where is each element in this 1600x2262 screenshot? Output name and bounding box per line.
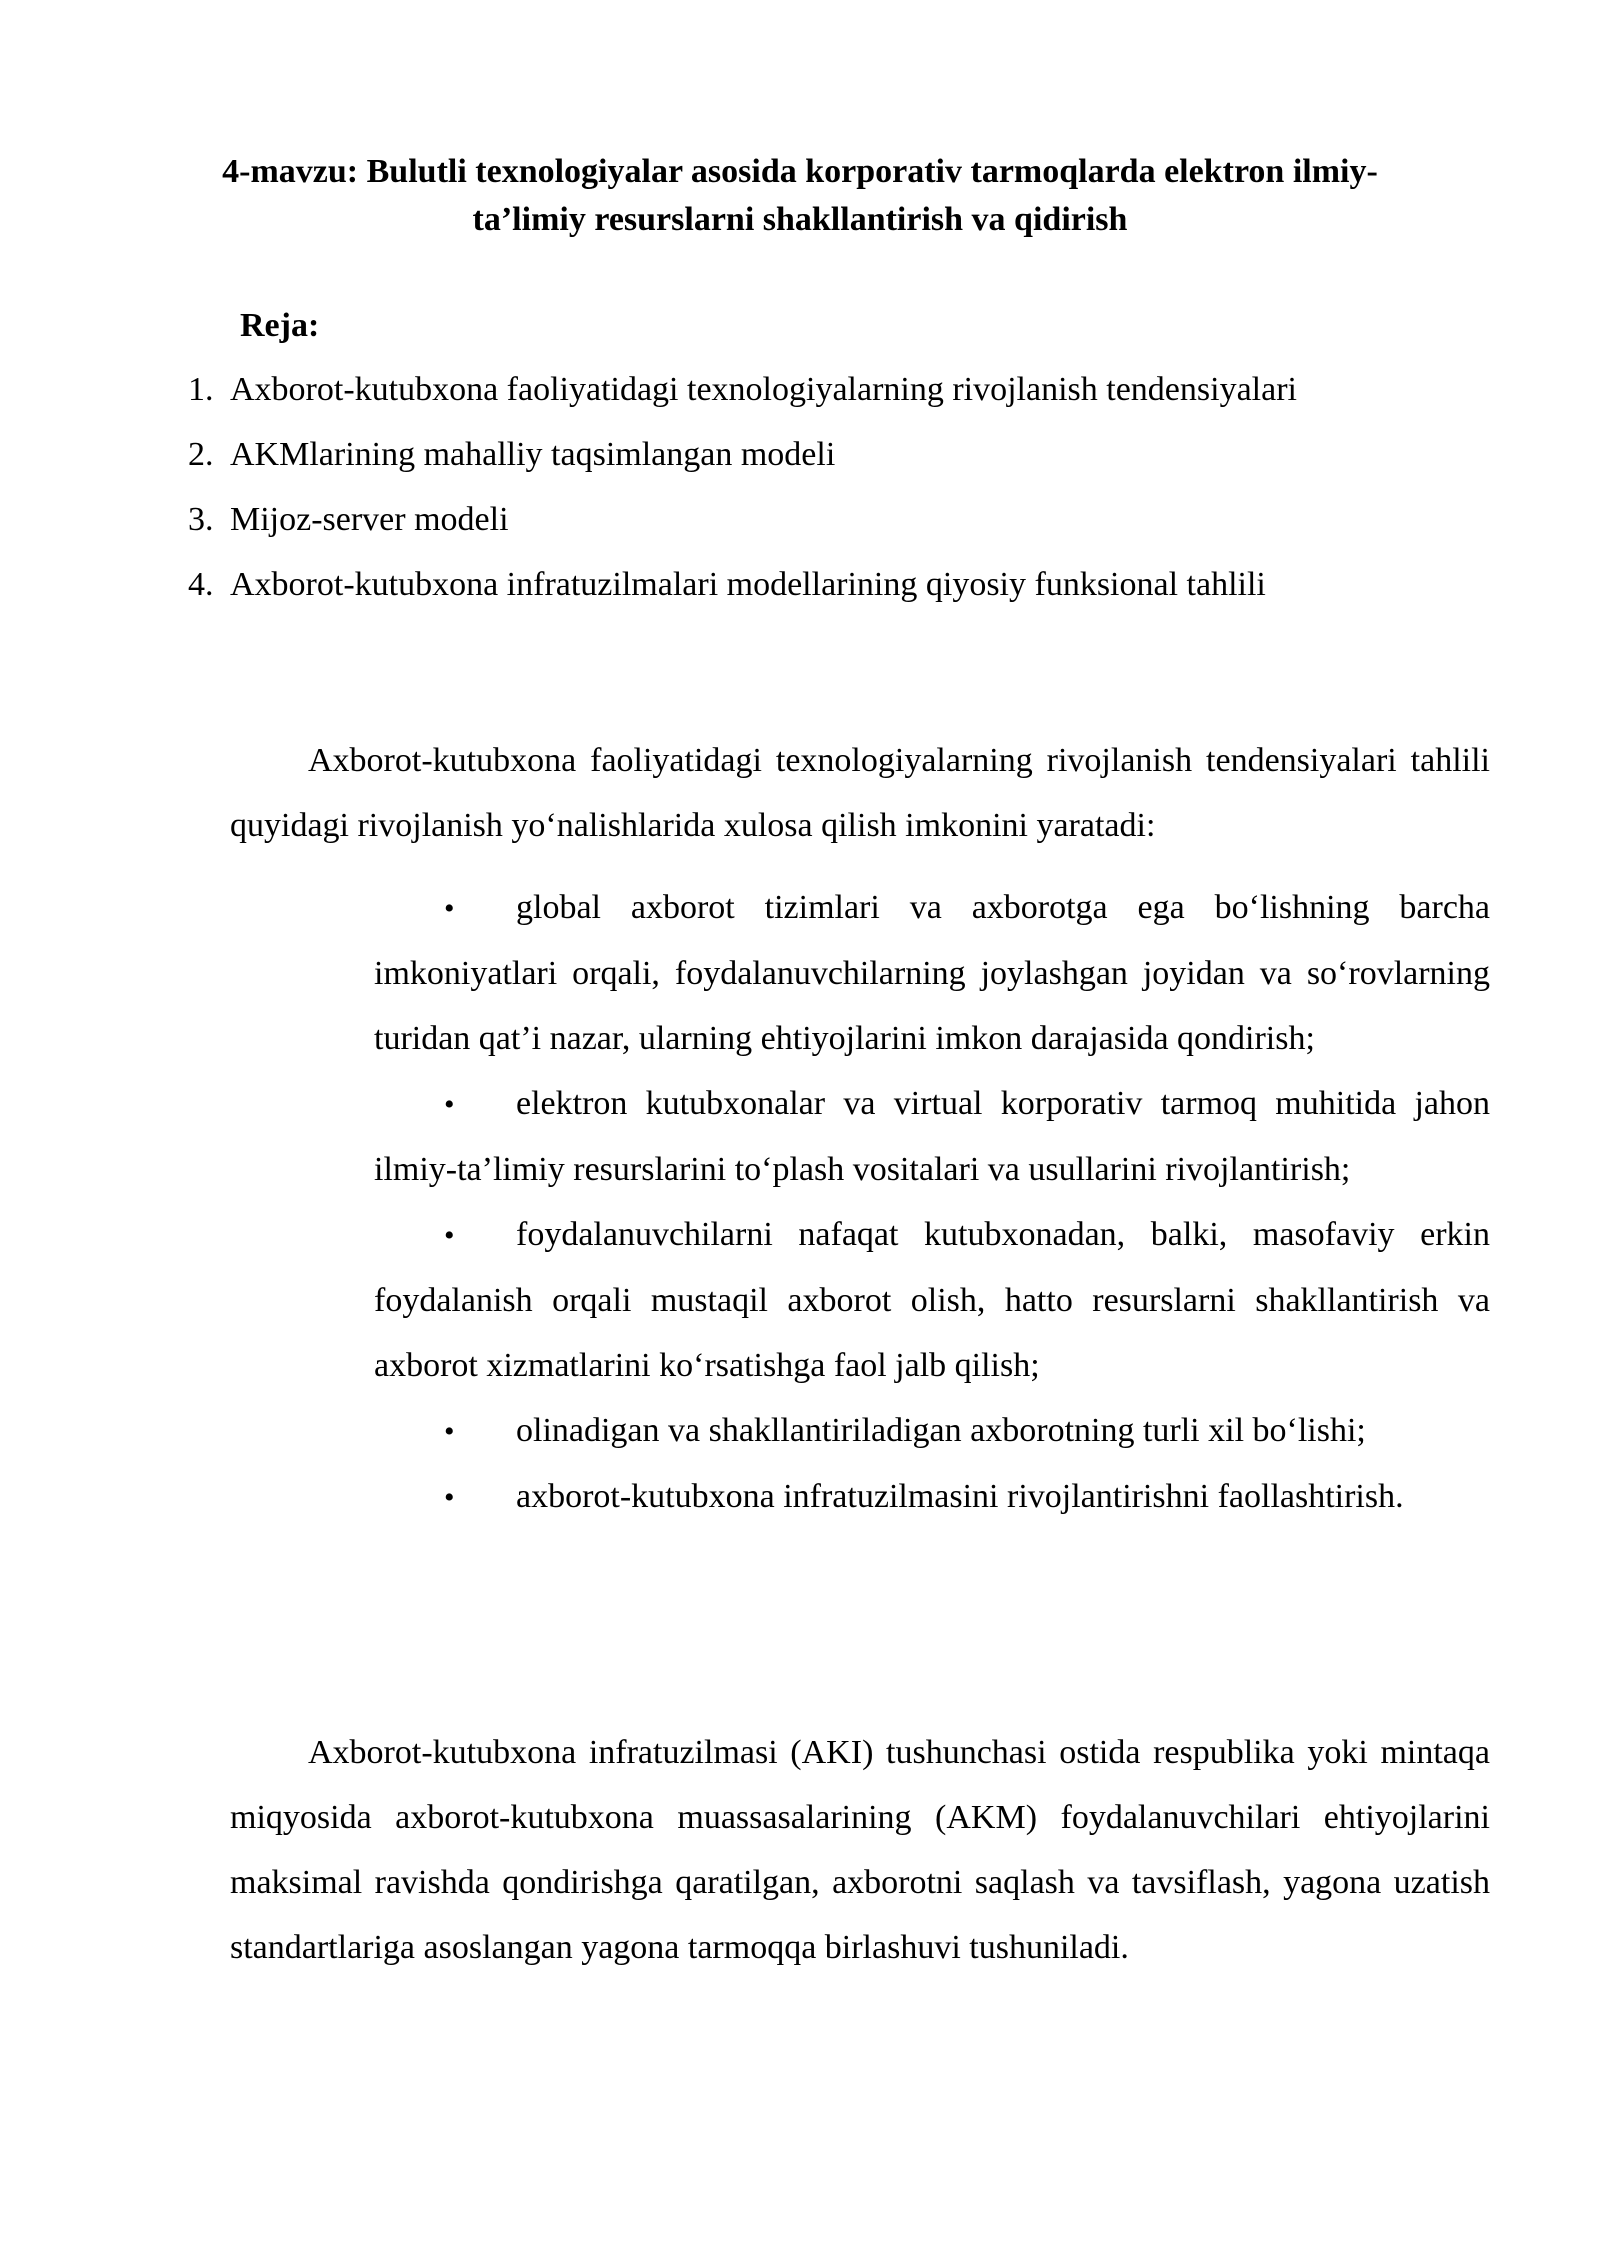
plan-item bbox=[188, 431, 1297, 496]
bullet-item bbox=[374, 1398, 1490, 1464]
bullet-icon: • bbox=[444, 892, 455, 925]
plan-item bbox=[188, 496, 1297, 561]
bullet-text: olinadigan va shakllantiriladigan axborotning turli xil bo‘lishi; bbox=[516, 1412, 1366, 1449]
bullet-icon: • bbox=[444, 1219, 455, 1252]
bullet-text: foydalanuvchilarni nafaqat kutubxonadan, balki, masofaviy erkin foydalanish orqali mustaqil axborot olish, hatto resurslarni shakllantirish va axborot xizmatlarini ko‘rsatishga faol jalb qilish; bbox=[374, 1216, 1490, 1384]
plan-item-text: Mijoz-server modeli bbox=[230, 501, 509, 538]
bullet-icon: • bbox=[444, 1088, 455, 1121]
plan-item bbox=[188, 561, 1297, 626]
bullet-icon: • bbox=[444, 1415, 455, 1448]
plan-item-number: 3. bbox=[188, 501, 214, 538]
bullet-text: elektron kutubxonalar va virtual korporativ tarmoq muhitida jahon ilmiy-ta’limiy resurslarini to‘plash vositalari va usullarini rivojlantirish; bbox=[374, 1085, 1490, 1188]
bullet-item bbox=[374, 1202, 1490, 1398]
plan-item-number: 2. bbox=[188, 436, 214, 473]
plan-heading: Reja: bbox=[240, 307, 320, 344]
aki-paragraph: Axborot-kutubxona infratuzilmasi (AKI) tushunchasi ostida respublika yoki mintaqa miqyosida axborot-kutubxona muassasalarining (AKM) foydalanuvchilari ehtiyojlarini maksimal ravishda qondirishga qaratilgan, axborotni saqlash va tavsiflash, yagona uzatish standartlariga asoslangan yagona tarmoqqa birlashuvi tushuniladi. bbox=[230, 1734, 1490, 1966]
plan-item-number: 4. bbox=[188, 566, 214, 603]
bullet-item bbox=[374, 875, 1490, 1071]
plan-list bbox=[188, 366, 1297, 626]
plan-item-text: Axborot-kutubxona faoliyatidagi texnologiyalarning rivojlanish tendensiyalari bbox=[230, 371, 1297, 408]
bullet-text: global axborot tizimlari va axborotga ega bo‘lishning barcha imkoniyatlari orqali, foydalanuvchilarning joylashgan joyidan va so‘rovlarning turidan qat’i nazar, ularning ehtiyojlarini imkon darajasida qondirish; bbox=[374, 889, 1490, 1057]
document-title: 4-mavzu: Bulutli texnologiyalar asosida korporativ tarmoqlarda elektron ilmiy-ta’limiy resurslarni shakllantirish va qidirish bbox=[222, 153, 1378, 238]
bullet-text: axborot-kutubxona infratuzilmasini rivojlantirishni faollashtirish. bbox=[516, 1478, 1404, 1515]
plan-item-text: AKMlarining mahalliy taqsimlangan modeli bbox=[230, 436, 836, 473]
plan-item bbox=[188, 366, 1297, 431]
bullet-item bbox=[374, 1464, 1490, 1530]
intro-paragraph: Axborot-kutubxona faoliyatidagi texnologiyalarning rivojlanish tendensiyalari tahlili quyidagi rivojlanish yo‘nalishlarida xulosa qilish imkonini yaratadi: bbox=[230, 742, 1490, 844]
bullet-item bbox=[374, 1071, 1490, 1202]
plan-item-text: Axborot-kutubxona infratuzilmalari modellarining qiyosiy funksional tahlili bbox=[230, 566, 1266, 603]
plan-item-number: 1. bbox=[188, 371, 214, 408]
bullet-icon: • bbox=[444, 1481, 455, 1514]
bullet-list bbox=[374, 875, 1490, 1530]
